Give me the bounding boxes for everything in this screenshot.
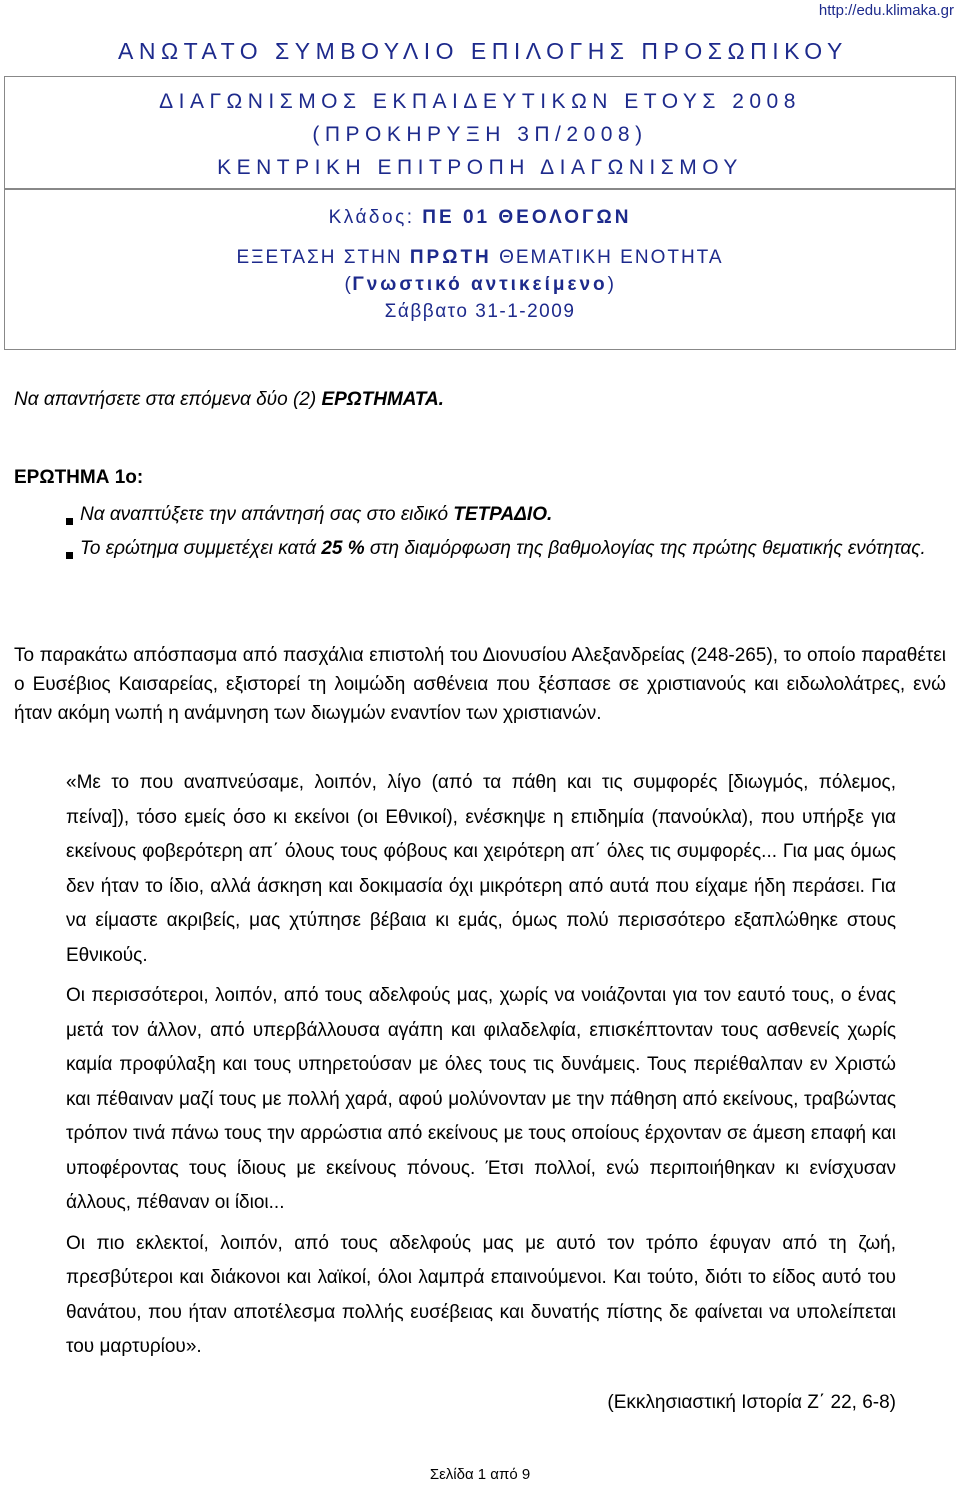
exam-pre: ΕΞΕΤΑΣΗ ΣΤΗΝ [236, 247, 403, 268]
committee-name: ΚΕΝΤΡΙΚΗ ΕΠΙΤΡΟΠΗ ΔΙΑΓΩΝΙΣΜΟΥ [217, 156, 743, 179]
quote-paragraph-2: Οι περισσότεροι, λοιπόν, από τους αδελφούς μας, χωρίς να νοιάζονται για τον εαυτό τους, ο ένας μετά τον άλλον, από υπερβάλλουσα αγάπη και φιλαδελφία, επισκέπτονταν τους ασθενείς χωρίς καμία προφύλαξη και τους υπηρετούσαν με όλες τους τις δυνάμεις. Τους περιέθαλπαν εν Χριστώ και πέθαιναν μαζί τους με πολλή χαρά, αφού μολύνονταν με την πάθηση από εκείνους, τραβώντας τρόπον τινά πάνω τους την αρρώστια από εκείνους με τους οποίους έρχονταν σε άμεση επαφή και υποφέροντας τους ίδιους με εκείνους πόνους. Έτσι πολλοί, ενώ περιποιήθηκαν κι ενίσχυσαν άλλους, πέθαναν οι ίδιοι... [66, 985, 896, 1213]
instruction-text: Να απαντήσετε στα επόμενα δύο (2) [14, 389, 317, 410]
bullet2-bold: 25 % [321, 538, 365, 559]
bullet2-text: Το ερώτημα συμμετέχει κατά [80, 538, 317, 559]
question-title: ΕΡΩΤΗΜΑ 1ο: [14, 467, 144, 488]
exam-info-box [4, 188, 956, 350]
square-bullet-icon [14, 535, 80, 569]
bullet1-text: Να αναπτύξετε την απάντησή σας στο ειδικό [80, 504, 449, 525]
source-url[interactable]: http://edu.klimaka.gr [818, 2, 954, 19]
competition-title: ΔΙΑΓΩΝΙΣΜΟΣ ΕΚΠΑΙΔΕΥΤΙΚΩΝ ΕΤΟΥΣ 2008 [159, 90, 801, 113]
exam-post: ΘΕΜΑΤΙΚΗ ΕΝΟΤΗΤΑ [499, 247, 724, 268]
bullet-item [14, 501, 948, 535]
exam-date: Σάββατο 31-1-2009 [384, 301, 576, 322]
quote-paragraph-3: Οι πιο εκλεκτοί, λοιπόν, από τους αδελφούς μας με αυτό τον τρόπο έφυγαν από τη ζωή, πρεσβύτεροι και διάκονοι και λαϊκοί, όλοι λαμπρά επαινούμενοι. Και τούτο, διότι το είδος αυτό του θανάτου, που ήταν αποτέλεσμα πολλής ευσέβειας και δυνατής πίστης δε φαίνεται να υπολείπεται του μαρτυρίου». [66, 1232, 896, 1357]
instruction-bold: ΕΡΩΤΗΜΑΤΑ. [321, 389, 444, 410]
intro-paragraph: Το παρακάτω απόσπασμα από πασχάλια επιστολή του Διονυσίου Αλεξανδρείας (248-265), το οποίο παραθέτει ο Ευσέβιος Καισαρείας, εξιστορεί τη λοιμώδη ασθένεια που ξέσπασε σε χριστιανούς και ειδωλολάτρες, ενώ ήταν ακόμη νωπή η ανάμνηση των διωγμών εναντίον των χριστιανών. [14, 645, 946, 724]
proclamation-number: (ΠΡΟΚΗΡΥΞΗ 3Π/2008) [312, 123, 648, 146]
competition-info-box [4, 76, 956, 190]
subject-open-paren: ( [344, 274, 353, 295]
quote-block [66, 766, 896, 1371]
branch-label: Κλάδος: [328, 207, 415, 228]
quote-source: (Εκκλησιαστική Ιστορία Ζ΄ 22, 6-8) [607, 1392, 896, 1413]
page-number: Σελίδα 1 από 9 [429, 1466, 531, 1483]
bullet2-post: στη διαμόρφωση της βαθμολογίας της πρώτης θεματικής ενότητας. [369, 538, 926, 559]
quote-paragraph-1: «Με το που αναπνεύσαμε, λοιπόν, λίγο (από τα πάθη και τις συμφορές [διωγμός, πόλεμος, πείνα]), τόσο εμείς όσο κι εκείνοι (οι Εθνικοί), ενέσκηψε η επιδημία (πανούκλα), που υπήρξε για εκείνους φοβερότερη απ΄ όλους τους φόβους και χειρότερη απ΄ όλες τις συμφορές... Για μας όμως δεν ήταν το ίδιο, αλλά άσκηση και δοκιμασία όχι μικρότερη από αυτά που είχαμε ήδη περάσει. Για να είμαστε ακριβείς, μας χτύπησε βέβαια κι εμάς, όμως πολύ περισσότερο εξαπλώθηκε στους Εθνικούς. [66, 772, 896, 966]
branch-line [5, 207, 955, 229]
square-bullet-icon [14, 501, 80, 535]
subject-line [5, 274, 955, 296]
exam-bold: ΠΡΩΤΗ [409, 247, 492, 268]
subject-close-paren: ) [607, 274, 616, 295]
branch-value: ΠΕ 01 ΘΕΟΛΟΓΩΝ [422, 207, 632, 228]
question-bullets [14, 501, 948, 569]
exam-line [5, 247, 955, 269]
header-title: ΑΝΩΤΑΤΟ ΣΥΜΒΟΥΛΙΟ ΕΠΙΛΟΓΗΣ ΠΡΟΣΩΠΙΚΟΥ [118, 38, 848, 64]
subject: Γνωστικό αντικείμενο [352, 274, 608, 295]
bullet-item [14, 535, 948, 569]
instruction [14, 389, 444, 411]
bullet1-bold: ΤΕΤΡΑΔΙΟ. [453, 504, 553, 525]
